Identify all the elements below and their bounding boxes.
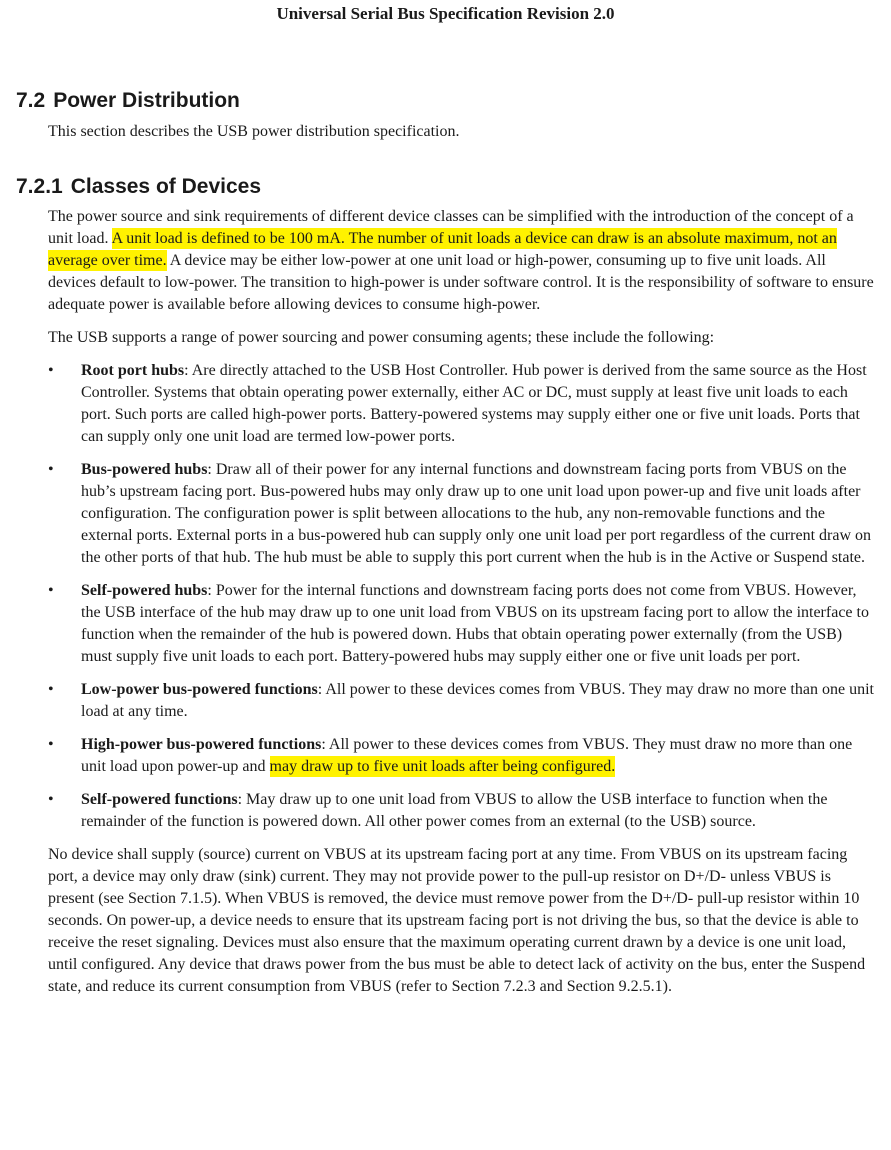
running-header: Universal Serial Bus Specification Revision 2.0 bbox=[276, 4, 615, 23]
device-classes-list bbox=[48, 360, 876, 833]
bullet-icon: • bbox=[48, 582, 54, 599]
list-item-self-powered-hubs bbox=[48, 580, 876, 668]
highlighted-text: may draw up to five unit loads after being configured. bbox=[269, 758, 616, 775]
bullet-icon: • bbox=[48, 362, 54, 379]
list-item-text: : Are directly attached to the USB Host Controller. Hub power is derived from the same source as the Host Controller. Systems that obtain operating power externally, either AC or DC, must supply at least five unit loads to each port. Such ports are called high-power ports. Battery-powered systems may supply either one or five unit loads. Ports that can supply only one unit load are termed low-power ports. bbox=[81, 362, 867, 445]
list-item-root-port-hubs bbox=[48, 360, 876, 448]
paragraph-unit-load bbox=[48, 206, 876, 316]
list-item-low-power-bus-powered-functions bbox=[48, 679, 876, 723]
list-item-text: : All power to these devices comes from VBUS. They may draw no more than one unit load at any time. bbox=[81, 681, 874, 720]
paragraph-text: A device may be either low-power at one unit load or high-power, consuming up to five unit loads. All devices default to low-power. The transition to high-power is under software control. It is the responsibility of software to ensure adequate power is available before allowing devices to consume high-power. bbox=[48, 252, 874, 313]
section-intro: This section describes the USB power distribution specification. bbox=[48, 123, 460, 140]
list-item-bus-powered-hubs bbox=[48, 459, 876, 569]
section-body bbox=[48, 206, 876, 1009]
subsection-title: Classes of Devices bbox=[70, 175, 262, 198]
paragraph-vbus-rules: No device shall supply (source) current on VBUS at its upstream facing port at any time. From VBUS on its upstream facing port, a device may only draw (sink) current. They may not provide power to the pull-up resistor on D+/D- unless VBUS is present (see Section 7.1.5). When VBUS is removed, the device must remove power from the D+/D- pull-up resistor within 10 seconds. On power-up, a device needs to ensure that its upstream facing port is not driving the bus, so that the device is able to receive the reset signaling. Devices must also ensure that the maximum operating current drawn by a device is one unit load, until configured. Any device that draws power from the bus must be able to detect lack of activity on the bus, enter the Suspend state, and reduce its current consumption from VBUS (refer to Section 7.2.3 and Section 9.2.5.1). bbox=[48, 846, 866, 995]
list-item-term: Self-powered hubs bbox=[81, 582, 208, 599]
list-item-term: Root port hubs bbox=[81, 362, 185, 379]
highlighted-text: A unit load is defined to be 100 mA. The number of unit loads a device can draw is an absolute maximum, not an average over time. bbox=[48, 230, 837, 269]
list-item-text: : Draw all of their power for any internal functions and downstream facing ports from VBUS on the hub’s upstream facing port. Bus-powered hubs may only draw up to one unit load upon power-up and five unit loads after configuration. The configuration power is split between allocations to the hub, any non-removable functions and the external ports. External ports in a bus-powered hub can supply only one unit load per port regardless of the current draw on the other ports of that hub. The hub must be able to supply this port current when the hub is in the Active or Suspend state. bbox=[81, 461, 871, 566]
list-item-text: : All power to these devices comes from VBUS. They must draw no more than one unit load upon power-up and bbox=[81, 736, 853, 775]
bullet-icon: • bbox=[48, 791, 54, 808]
bullet-icon: • bbox=[48, 461, 54, 478]
bullet-icon: • bbox=[48, 681, 54, 698]
section-heading-7-2-1 bbox=[16, 175, 261, 199]
list-item-self-powered-functions bbox=[48, 789, 876, 833]
list-item-term: Self-powered functions bbox=[81, 791, 238, 808]
section-heading-7-2 bbox=[16, 89, 240, 113]
list-item-text: : May draw up to one unit load from VBUS to allow the USB interface to function when the remainder of the function is powered down. All other power comes from an external (to the USB) source. bbox=[81, 791, 828, 830]
paragraph-text: The power source and sink requirements of different device classes can be simplified with the introduction of the concept of a unit load. bbox=[48, 208, 854, 247]
list-item-term: Bus-powered hubs bbox=[81, 461, 208, 478]
list-item-term: Low-power bus-powered functions bbox=[81, 681, 318, 698]
list-item-high-power-bus-powered-functions bbox=[48, 734, 876, 778]
list-item-text: : Power for the internal functions and downstream facing ports does not come from VBUS. However, the USB interface of the hub may draw up to one unit load from VBUS on its upstream facing port to allow the interface to function when the remainder of the hub is powered down. Hubs that obtain operating power externally (from the USB) must supply five unit loads to each port. Battery-powered hubs may supply either one or five unit loads per port. bbox=[81, 582, 869, 665]
section-title: Power Distribution bbox=[53, 89, 240, 112]
bullet-icon: • bbox=[48, 736, 54, 753]
section-number: 7.2 bbox=[16, 89, 46, 112]
paragraph-agents-intro: The USB supports a range of power sourcing and power consuming agents; these include the following: bbox=[48, 329, 715, 346]
subsection-number: 7.2.1 bbox=[16, 175, 63, 198]
list-item-term: High-power bus-powered functions bbox=[81, 736, 322, 753]
